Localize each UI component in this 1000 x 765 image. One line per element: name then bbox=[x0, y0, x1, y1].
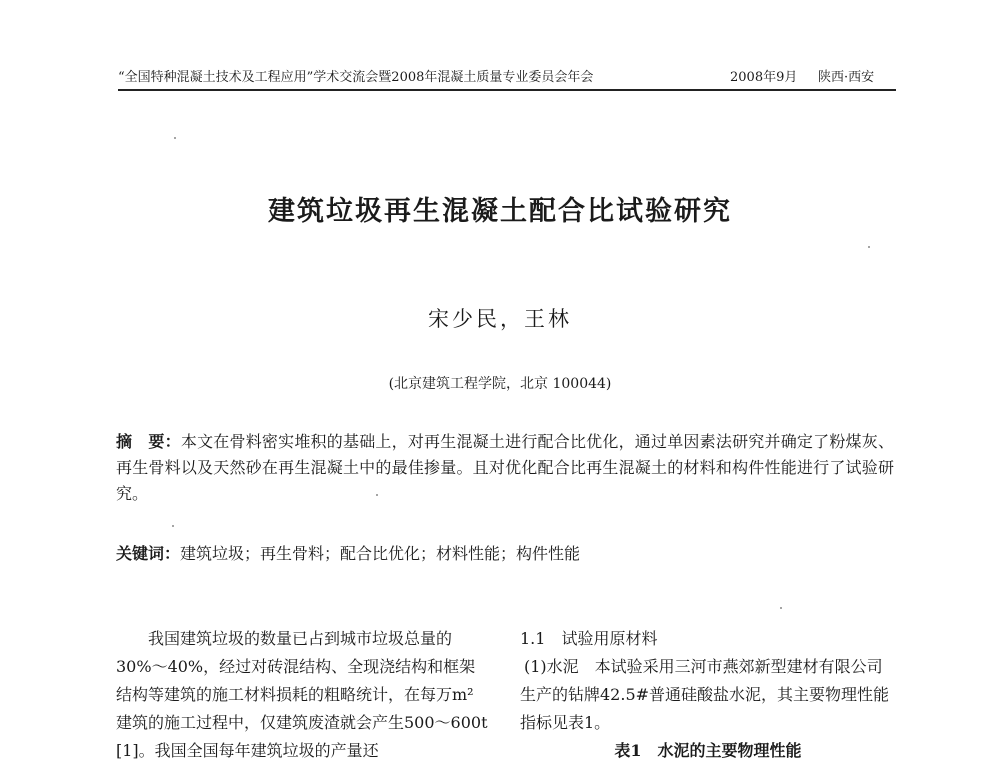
header-date: 2008年9月 bbox=[730, 70, 798, 85]
scan-speck bbox=[174, 137, 176, 139]
header-conference: “全国特种混凝土技术及工程应用”学术交流会暨2008年混凝土质量专业委员会年会 bbox=[118, 70, 594, 85]
scan-speck bbox=[868, 246, 870, 248]
keywords bbox=[116, 541, 894, 567]
section-heading: 1.1 试验用原材料 bbox=[520, 629, 658, 648]
scan-speck bbox=[376, 494, 378, 496]
abstract-text: 本文在骨料密实堆积的基础上，对再生混凝土进行配合比优化，通过单因素法研究并确定了粉煤灰、再生骨料以及天然砂在再生混凝土中的最佳掺量。且对优化配合比再生混凝土的材料和构件性能进行了试验研究。 bbox=[116, 432, 894, 503]
table-caption: 表1 水泥的主要物理性能 bbox=[614, 741, 802, 760]
header-rule bbox=[118, 89, 896, 91]
paper-affiliation: (北京建筑工程学院，北京 100044) bbox=[388, 376, 612, 392]
header-location: 陕西·西安 bbox=[818, 70, 875, 85]
scan-speck bbox=[172, 525, 174, 527]
paper-authors: 宋少民，王林 bbox=[428, 307, 572, 331]
paper-title: 建筑垃圾再生混凝土配合比试验研究 bbox=[268, 196, 732, 227]
scan-speck bbox=[780, 607, 782, 609]
keywords-text: 建筑垃圾；再生骨料；配合比优化；材料性能；构件性能 bbox=[180, 544, 581, 563]
keywords-label: 关键词： bbox=[116, 544, 181, 563]
cement-paragraph: (1)水泥 本试验采用三河市燕郊新型建材有限公司生产的钻牌42.5#普通硅酸盐水泥，其主要物理性能指标见表1。 bbox=[520, 657, 890, 732]
abstract-label: 摘 要： bbox=[116, 432, 181, 451]
body-right-column bbox=[520, 625, 896, 765]
intro-paragraph: 我国建筑垃圾的数量已占到城市垃圾总量的 30%～40%，经过对砖混结构、全现浇结构和框架结构等建筑的施工材料损耗的粗略统计，在每万m²建筑的施工过程中，仅建筑废渣就会产生500～600t [1]。我国全国每年建筑垃圾的产量还 bbox=[116, 629, 488, 760]
abstract bbox=[116, 429, 894, 507]
body-left-column bbox=[116, 625, 488, 765]
